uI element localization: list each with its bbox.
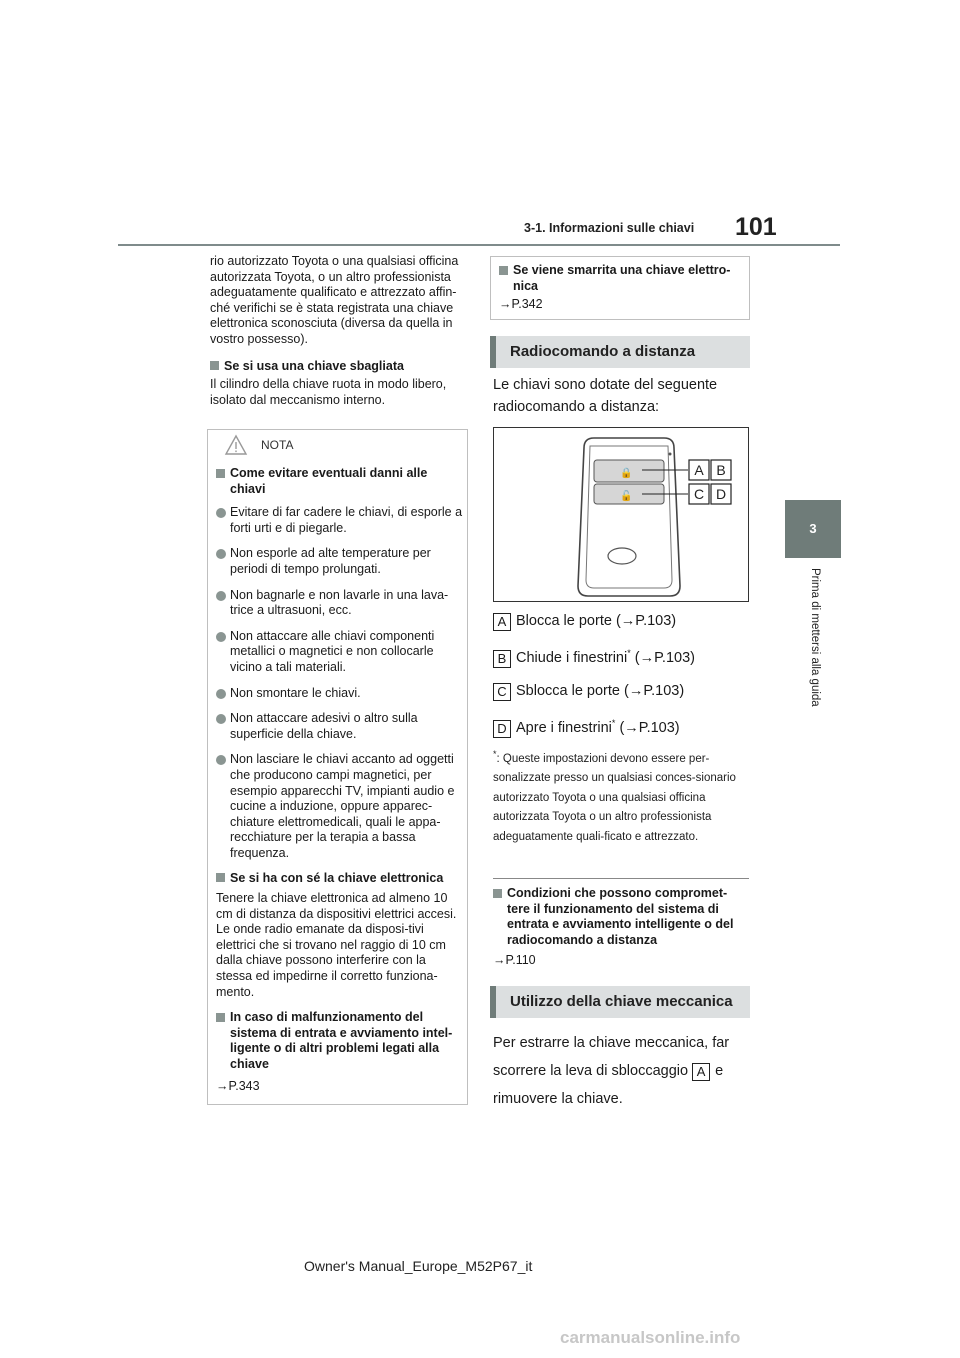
square-bullet-icon	[210, 361, 219, 370]
intro-paragraph: rio autorizzato Toyota o una qualsiasi officina autorizzata Toyota, o un altro professionista adeguatamente qualificato e attrezzato affin-ché verifichi se è stata registrata una chiave elettronica sconosciuta (diversa da quella in vostro possesso).	[210, 254, 459, 346]
damage-heading: Come evitare eventuali danni alle chiavi	[216, 466, 464, 497]
section-title: 3-1. Informazioni sulle chiavi	[524, 221, 695, 235]
footnote: *: Queste impostazioni devono essere per-sonalizzate presso un qualsiasi conces-sionario autorizzato Toyota o una qualsiasi officina autorizzata Toyota o un altro professionista adeguatamente quali-ficato e attrezzato.	[493, 749, 736, 843]
square-bullet-icon	[499, 266, 508, 275]
badge-c: C	[493, 683, 511, 701]
nota-bullet: Non smontare le chiavi.	[216, 686, 464, 702]
square-bullet-icon	[216, 1013, 225, 1022]
lost-key-heading: Se viene smarrita una chiave elettro-nica	[499, 263, 753, 294]
svg-text:🔒: 🔒	[620, 468, 633, 479]
nota-bullet: Non esporle ad alte temperature per periodi di tempo prolungati.	[216, 546, 464, 577]
legend-item-c: C Sblocca le porte (→P.103)	[493, 683, 684, 701]
bullet-dot-icon	[216, 714, 226, 724]
svg-text:B: B	[716, 462, 726, 478]
header-divider	[118, 244, 840, 246]
svg-text:A: A	[694, 462, 704, 478]
bullet-dot-icon	[216, 689, 226, 699]
svg-text:🔓: 🔓	[620, 491, 633, 502]
conditions-ref-link[interactable]: →P.110	[493, 953, 536, 967]
figure-label-a	[689, 460, 709, 480]
remote-key-figure	[493, 427, 749, 602]
lost-key-box	[490, 256, 750, 320]
mechanical-key-banner: Utilizzo della chiave meccanica	[490, 986, 750, 1018]
nota-bullet: Non lasciare le chiavi accanto ad oggetti che producono campi magnetici, per esempio apparecchi TV, impianti audio e cucine a induzione, oppure apparec-chiature elettromedicali, quali le appa-recchiature per la terapia a bassa frequenza.	[216, 752, 464, 861]
figure-label-b	[711, 460, 731, 480]
badge-a: A	[493, 613, 511, 631]
page-number: 101	[735, 213, 777, 241]
legend-item-b: B Chiude i finestrini* (→P.103)	[493, 648, 695, 668]
section-divider	[493, 878, 749, 879]
square-bullet-icon	[216, 469, 225, 478]
badge-a: A	[692, 1063, 710, 1081]
remote-section-banner: Radiocomando a distanza	[490, 336, 750, 368]
figure-label-d	[711, 484, 731, 504]
svg-text:C: C	[693, 486, 705, 502]
bullet-dot-icon	[216, 508, 226, 518]
svg-text:D: D	[715, 486, 727, 502]
wrong-key-text: Il cilindro della chiave ruota in modo libero, isolato dal meccanismo interno.	[210, 377, 447, 407]
mechanical-key-text: Per estrarre la chiave meccanica, far scorrere la leva di sbloccaggio A e rimuovere la chiave.	[493, 1035, 730, 1107]
legend-item-d: D Apre i finestrini* (→P.103)	[493, 718, 680, 738]
bullet-dot-icon	[216, 591, 226, 601]
chapter-tab[interactable]: 3	[785, 500, 841, 558]
nota-bullet: Non attaccare alle chiavi componenti metallici o magnetici e non collocarle vicino a tali materiali.	[216, 629, 464, 676]
smart-key-illustration	[494, 428, 748, 601]
wrong-key-heading: Se si usa una chiave sbagliata	[210, 359, 468, 375]
square-bullet-icon	[216, 873, 225, 882]
square-bullet-icon	[493, 889, 502, 898]
warning-triangle-icon	[224, 434, 248, 456]
nota-box	[207, 429, 468, 1105]
carry-heading: Se si ha con sé la chiave elettronica	[216, 871, 464, 887]
badge-b: B	[493, 650, 511, 668]
malfunction-heading: In caso di malfunzionamento del sistema di entrata e avviamento intel-ligente o di altri problemi legati alla chiave	[216, 1010, 464, 1072]
badge-d: D	[493, 720, 511, 738]
lost-key-ref-link[interactable]: →P.342	[499, 297, 543, 311]
carry-text: Tenere la chiave elettronica ad almeno 10 cm di distanza da dispositivi elettrici accesi. Le onde radio emanate da disposi-tivi elettrici che si trovano nel raggio di 10 cm dalla chiave possono interferire con la stessa ed impedirne il corretto funziona-mento.	[216, 891, 457, 999]
nota-title: NOTA	[261, 438, 294, 452]
bullet-dot-icon	[216, 549, 226, 559]
manual-id: Owner's Manual_Europe_M52P67_it	[304, 1258, 533, 1274]
conditions-heading: Condizioni che possono compromet-tere il funzionamento del sistema di entrata e avviamento intelligente o del radiocomando a distanza	[493, 886, 749, 948]
nota-bullet: Non bagnarle e non lavarle in una lava-trice a ultrasuoni, ecc.	[216, 588, 464, 619]
chapter-title-text: Prima di mettersi alla guida	[809, 568, 821, 707]
chapter-title	[785, 568, 841, 748]
legend-item-a: A Blocca le porte (→P.103)	[493, 613, 676, 631]
bullet-dot-icon	[216, 632, 226, 642]
bullet-dot-icon	[216, 755, 226, 765]
nota-bullet: Non attaccare adesivi o altro sulla superficie della chiave.	[216, 711, 464, 742]
figure-label-c	[689, 484, 709, 504]
malfunction-ref-link[interactable]: →P.343	[216, 1078, 260, 1093]
remote-intro: Le chiavi sono dotate del seguente radiocomando a distanza:	[493, 377, 718, 415]
watermark: carmanualsonline.info	[560, 1328, 741, 1347]
nota-bullet: Evitare di far cadere le chiavi, di esporle a forti urti e di piegarle.	[216, 505, 464, 536]
